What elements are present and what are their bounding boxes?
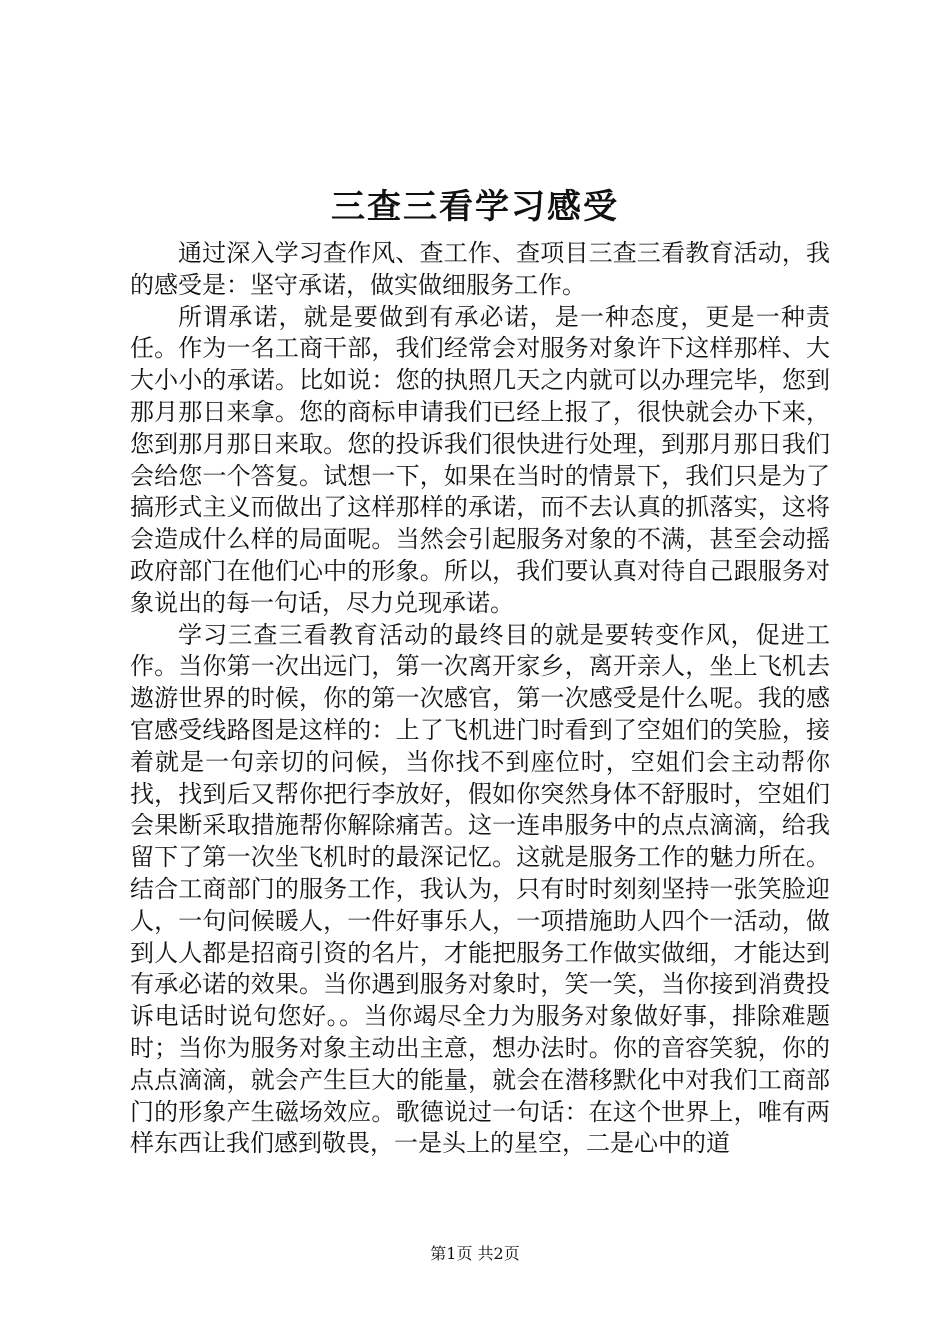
paragraph: 所谓承诺，就是要做到有承必诺，是一种态度，更是一种责任。作为一名工商干部，我们经常会对服务对象许下这样那样、大大小小的承诺。比如说：您的执照几天之内就可以办理完毕，您到那月那日来拿。您的商标申请我们已经上报了，很快就会办下来，您到那月那日来取。您的投诉我们很快进行处理，到那月那日我们会给您一个答复。试想一下，如果在当时的情景下，我们只是为了搞形式主义而做出了这样那样的承诺，而不去认真的抓落实，这将会造成什么样的局面呢。当然会引起服务对象的不满，甚至会动摇政府部门在他们心中的形象。所以，我们要认真对待自己跟服务对象说出的每一句话，尽力兑现承诺。 [130,302,830,617]
document-body [130,238,830,1160]
document-title: 三查三看学习感受 [331,187,619,227]
page-number-footer: 第1页 共2页 [430,1244,520,1263]
paragraph: 通过深入学习查作风、查工作、查项目三查三看教育活动，我的感受是：坚守承诺，做实做细服务工作。 [130,239,830,299]
paragraph: 学习三查三看教育活动的最终目的就是要转变作风，促进工作。当你第一次出远门，第一次离开家乡，离开亲人，坐上飞机去遨游世界的时候，你的第一次感官，第一次感受是什么呢。我的感官感受线路图是这样的：上了飞机进门时看到了空姐们的笑脸，接着就是一句亲切的问候，当你找不到座位时，空姐们会主动帮你找，找到后又帮你把行李放好，假如你突然身体不舒服时，空姐们会果断采取措施帮你解除痛苦。这一连串服务中的点点滴滴，给我留下了第一次坐飞机时的最深记忆。这就是服务工作的魅力所在。结合工商部门的服务工作，我认为，只有时时刻刻坚持一张笑脸迎人，一句问候暖人，一件好事乐人，一项措施助人四个一活动，做到人人都是招商引资的名片，才能把服务工作做实做细，才能达到有承必诺的效果。当你遇到服务对象时，笑一笑，当你接到消费投诉电话时说句您好。。当你竭尽全力为服务对象做好事，排除难题时；当你为服务对象主动出主意，想办法时。你的音容笑貌，你的点点滴滴，就会产生巨大的能量，就会在潜移默化中对我们工商部门的形象产生磁场效应。歌德说过一句话：在这个世界上，唯有两样东西让我们感到敬畏，一是头上的星空，二是心中的道 [130,620,830,1158]
